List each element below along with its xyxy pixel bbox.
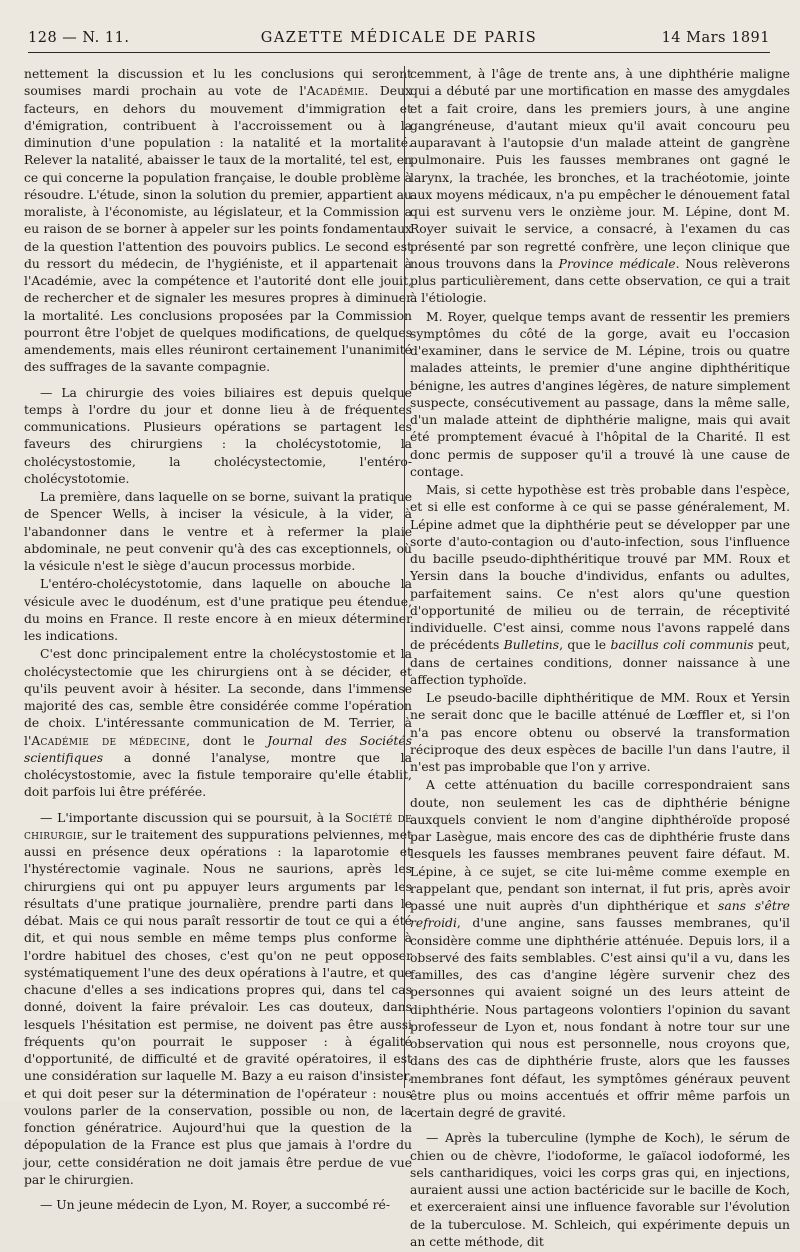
paragraph-pelvic-suppuration: — L'importante discussion qui se poursuit, à la Société de chirurgie, sur le traitement des suppurations pelviennes, met aussi en présence deux opérations : la laparotomie et l'hystérectomie vaginale. Nous ne saurions, après les chirurgiens qui ont pu appuyer leurs arguments par les résultats d'une pratique journalière, prendre parti dans le débat. Mais ce qui nous paraît ressortir de tout ce qui a été dit, et qui nous semble en même temps plus conforme à l'ordre habituel des choses, c'est qu'on ne peut opposer systématiquement l'une des deux opérations à l'autre, et que chacune d'elles a ses indications propres qui, dans tel cas donné, doivent la faire prévaloir. Les cas douteux, dans lesquels l'hésitation est permise, ne doivent pas être aussi fréquents qu'on pourrait le supposer : à égalité d'opportunité, de difficulté et de gravité opératoires, il est une considération sur laquelle M. Bazy a eu raison d'insister, et qui doit peser sur la détermination de l'opérateur : nous voulons parler de la conservation, possible ou non, de la fonction génératrice. Aujourd'hui que la question de la dépopulation de la France est plus que jamais à l'ordre du jour, cette considération ne doit jamais être perdue de vue par le chirurgien. bbox=[24, 810, 412, 1187]
paragraph-biliary-surgery: — La chirurgie des voies biliaires est depuis quelque temps à l'ordre du jour et donne lieu à de fréquentes communications. Plusieurs opérations se partagent les faveurs des chirurgiens : la cholécystotomie, la cholécystostomie, la cholécystectomie, l'entéro-cholécystotomie. bbox=[24, 385, 412, 486]
paragraph-tuberculine: — Après la tuberculine (lymphe de Koch), le sérum de chien ou de chèvre, l'iodoforme, le gaïacol iodoformé, les sels cantharidiques, voici les corps gras qui, en injections, auraient aussi une action bactéricide sur le bacille de Koch, et exerceraient ainsi une influence favorable sur l'évolution de la tuberculose. M. Schleich, qui expérimente depuis un an cette méthode, dit bbox=[410, 1131, 790, 1249]
right-column bbox=[410, 66, 790, 1252]
header-rule bbox=[28, 52, 770, 53]
column-divider bbox=[404, 66, 405, 1088]
page-header bbox=[28, 30, 770, 52]
paragraph-royer-intro: — Un jeune médecin de Lyon, M. Royer, a succombé ré- bbox=[40, 1198, 390, 1212]
journal-title: GAZETTE MÉDICALE DE PARIS bbox=[260, 30, 538, 46]
paragraph-auto-infection: Mais, si cette hypothèse est très probable dans l'espèce, et si elle est conforme à ce qui se passe généralement, M. Lépine admet que la diphthérie peut se développer par une sorte d'auto-contagion ou d'auto-infection, sous l'influence du bacille pseudo-diphthéritique trouvé par MM. Roux et Yersin dans la bouche d'individus, enfants ou adultes, parfaitement sains. Ce n'est alors qu'une question d'opportunité de milieu ou de terrain, de réceptivité individuelle. C'est ainsi, comme nous l'avons rappelé dans de précédents Bulletins, que le bacillus coli communis peut, dans de certaines conditions, donner naissance à une affection typhoïde. bbox=[410, 483, 791, 687]
issue-date: 14 Mars 1891 bbox=[661, 30, 770, 46]
left-column bbox=[24, 66, 412, 1215]
paragraph-entero-cholecystotomy: L'entéro-cholécystotomie, dans laquelle on abouche la vésicule avec le duodénum, est d'une pratique peu étendue, du moins en France. Il reste encore à en mieux déterminer les indications. bbox=[24, 577, 412, 643]
paragraph-mortality: nettement la discussion et lu les conclusions qui seront soumises mardi prochain au vote de l'Académie. Deux facteurs, en dehors du mouvement d'immigration et d'émigration, contribuent à l'accroissement ou à la diminution d'une population : la natalité et la mortalité. Relever la natalité, abaisser le taux de la mortalité, tel est, en ce qui concerne la population française, le double problème à résoudre. L'étude, sinon la solution du premier, appartient au moraliste, à l'économiste, au législateur, et la Commission a eu raison de se borner à appeler sur les points fondamentaux de la question l'attention des pouvoirs publics. Le second est du ressort du médecin, de l'hygiéniste, et il appartenait à l'Académie, avec la compétence et l'autorité dont elle jouit, de rechercher et de signaler les mesures propres à diminuer la mortalité. Les conclusions proposées par la Commission pourront être l'objet de quelques modifications, de quelques amendements, mais elles réuniront certainement l'unanimité des suffrages de la savante compagnie. bbox=[24, 67, 412, 375]
page-number: 128 — N. 11. bbox=[28, 30, 130, 46]
paragraph-contagion: M. Royer, quelque temps avant de ressentir les premiers symptômes du côté de la gorge, avait eu l'occasion d'examiner, dans le service de M. Lépine, trois ou quatre malades atteints, le premier d'une angine diphthéritique bénigne, les autres d'angines légères, de nature simplement suspecte, consécutivement au passage, dans la même salle, d'un malade atteint de diphthérie maligne, mais qui avait été promptement évacué à l'hôpital de la Charité. Il est donc permis de supposer qu'il a trouvé là une cause de contage. bbox=[410, 309, 790, 479]
paragraph-cholecystotomy: La première, dans laquelle on se borne, suivant la pratique de Spencer Wells, à inciser la vésicule, à la vider, à l'abandonner dans le ventre et à refermer la plaie abdominale, ne peut convenir qu'à des cas exceptionnels, où la vésicule n'est le siège d'aucun processus morbide. bbox=[24, 490, 412, 573]
paragraph-royer-case: cemment, à l'âge de trente ans, à une diphthérie maligne qui a débuté par une mortification en masse des amygdales et a fait croire, dans les premiers jours, à une angine gangréneuse, d'autant mieux qu'il avait concouru peu auparavant à l'autopsie d'un malade atteint de gangrène pulmonaire. Puis les fausses membranes ont gagné le larynx, la trachée, les bronches, et la trachéotomie, jointe aux moyens médicaux, n'a pu empêcher le dénouement fatal qui est survenu vers le onzième jour. M. Lépine, dont M. Royer suivait le service, a consacré, à l'examen du cas présenté par son regretté confrère, une leçon clinique que nous trouvons dans la Province médicale. Nous relèverons plus particulièrement, dans cette observation, ce qui a trait à l'étiologie. bbox=[410, 67, 790, 306]
paragraph-attenuation: A cette atténuation du bacille correspondraient sans doute, non seulement les cas de diphthérie bénigne auxquels convient le nom d'angine diphthéroïde proposé par Lasègue, mais encore des cas de diphthérie fruste dans lesquels les fausses membranes peuvent faire défaut. M. Lépine, à ce sujet, se cite lui-même comme exemple en rappelant que, pendant son internat, il fut pris, après avoir passé une nuit auprès d'un diphthérique et sans s'être refroidi, d'une angine, sans fausses membranes, qu'il considère comme une diphthérie atténuée. Depuis lors, il a observé des faits semblables. C'est ainsi qu'il a vu, dans les familles, des cas d'angine légère survenir chez des personnes qui avaient soigné un des leurs atteint de diphthérie. Nous partageons volontiers l'opinion du savant professeur de Lyon et, nous fondant à notre tour sur une observation qui nous est personnelle, nous croyons que, dans des cas de diphthérie fruste, alors que les fausses membranes font défaut, les symptômes généraux peuvent être plus ou moins accentués et offrir même parfois un certain degré de gravité. bbox=[410, 778, 790, 1120]
paragraph-pseudo-bacillus: Le pseudo-bacille diphthéritique de MM. Roux et Yersin ne serait donc que le bacille atténué de Lœffler et, si l'on n'a pas encore obtenu ou observé la transformation réciproque des deux espèces de bacille l'un dans l'autre, il n'est pas improbable que l'on y arrive. bbox=[410, 691, 790, 774]
paragraph-terrier: C'est donc principalement entre la cholécystostomie et la cholécystectomie que les chirurgiens ont à se décider, et qu'ils peuvent avoir à hésiter. La seconde, dans l'immense majorité des cas, semble être considérée comme l'opération de choix. L'intéressante communication de M. Terrier, à l'Académie de médecine, dont le Journal des Sociétés scientifiques a donné l'analyse, montre que la cholécystostomie, avec la fistule temporaire qu'elle établit, doit parfois lui être préférée. bbox=[24, 647, 412, 800]
